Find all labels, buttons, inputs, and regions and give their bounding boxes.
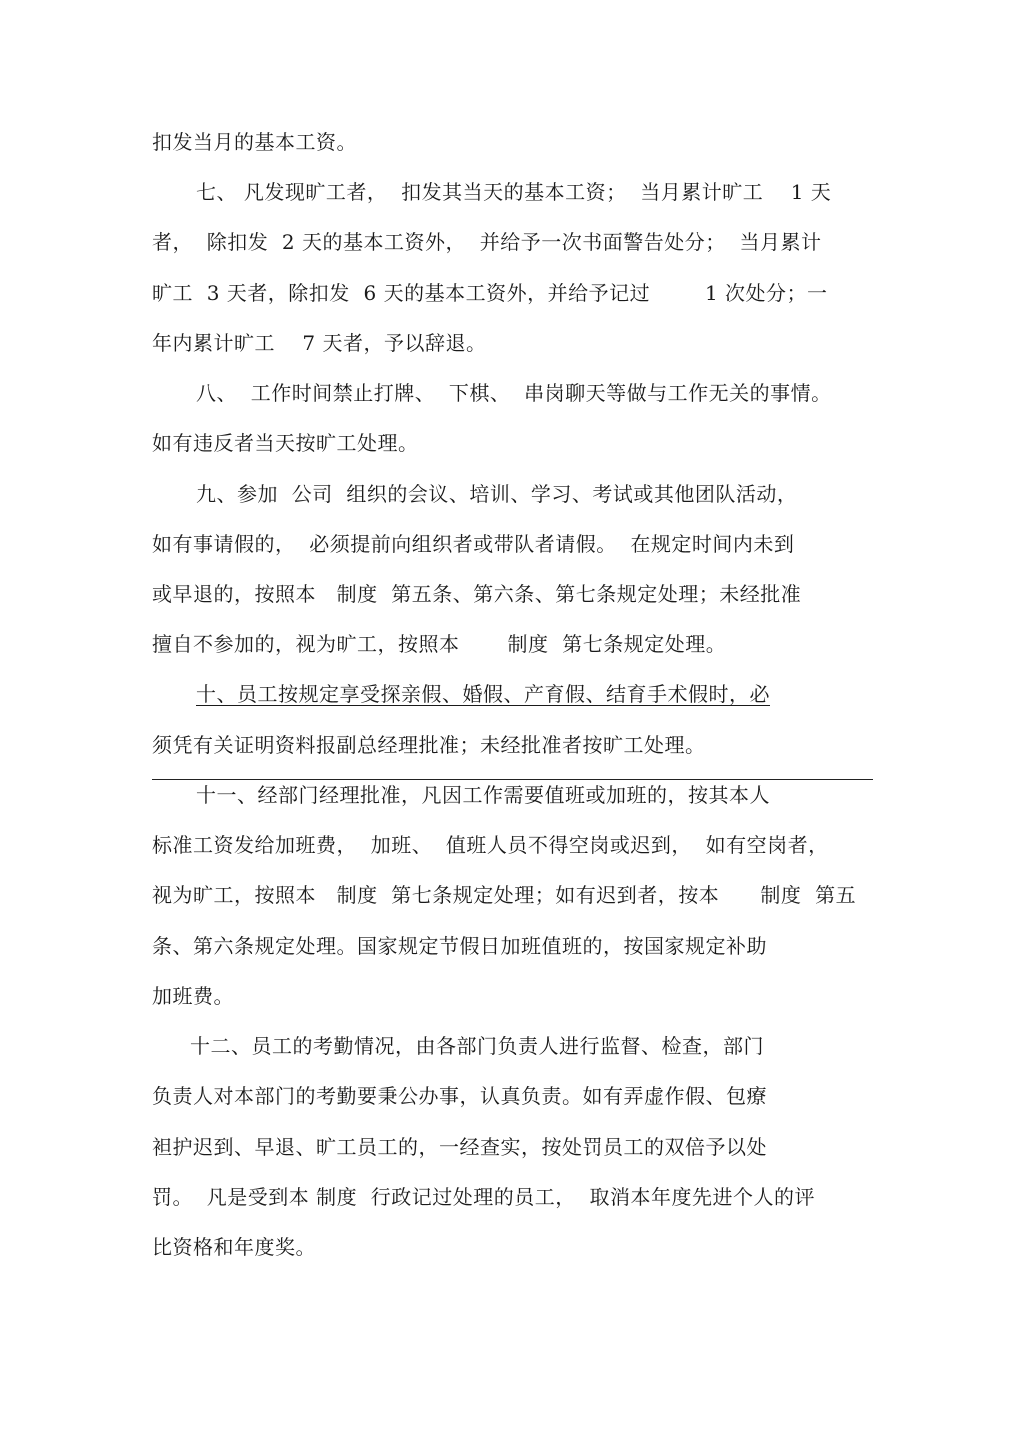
paragraph-line: 七、 凡发现旷工者， 扣发其当天的基本工资； 当月累计旷工 1 天 <box>196 180 832 204</box>
paragraph-line: 袒护迟到、早退、旷工员工的，一经查实，按处罚员工的双倍予以处 <box>152 1135 767 1159</box>
paragraph-line: 擅自不参加的，视为旷工，按照本 制度 第七条规定处理。 <box>152 632 727 656</box>
paragraph-line: 须凭有关证明资料报副总经理批准；未经批准者按旷工处理。 <box>152 733 706 757</box>
paragraph-line: 扣发当月的基本工资。 <box>152 130 357 154</box>
paragraph-line: 如有事请假的， 必须提前向组织者或带队者请假。 在规定时间内未到 <box>152 532 795 556</box>
paragraph-line: 负责人对本部门的考勤要秉公办事，认真负责。如有弄虚作假、包療 <box>152 1084 767 1108</box>
underlined-paragraph-line: 十、员工按规定享受探亲假、婚假、产育假、结育手术假时，必 <box>196 682 770 706</box>
paragraph-line: 条、第六条规定处理。国家规定节假日加班值班的，按国家规定补助 <box>152 934 767 958</box>
paragraph-line: 九、参加 公司 组织的会议、培训、学习、考试或其他团队活动， <box>196 482 798 506</box>
paragraph-line: 加班费。 <box>152 984 234 1008</box>
paragraph-line: 比资格和年度奖。 <box>152 1235 316 1259</box>
paragraph-line: 旷工 3 天者，除扣发 6 天的基本工资外，并给予记过 1 次处分；一 <box>152 281 828 305</box>
horizontal-rule <box>152 779 873 780</box>
paragraph-line: 或早退的，按照本 制度 第五条、第六条、第七条规定处理；未经批准 <box>152 582 802 606</box>
paragraph-line: 罚。 凡是受到本 制度 行政记过处理的员工， 取消本年度先进个人的评 <box>152 1185 816 1209</box>
paragraph-line: 年内累计旷工 7 天者，予以辞退。 <box>152 331 487 355</box>
paragraph-line: 十一、经部门经理批准，凡因工作需要值班或加班的，按其本人 <box>196 783 770 807</box>
paragraph-line: 标准工资发给加班费， 加班、 值班人员不得空岗或迟到， 如有空岗者， <box>152 833 829 857</box>
paragraph-line: 者， 除扣发 2 天的基本工资外， 并给予一次书面警告处分； 当月累计 <box>152 230 822 254</box>
paragraph-line: 十二、员工的考勤情况，由各部门负责人进行监督、检查，部门 <box>190 1034 764 1058</box>
paragraph-line: 视为旷工，按照本 制度 第七条规定处理；如有迟到者，按本 制度 第五 <box>152 883 857 907</box>
paragraph-line: 如有违反者当天按旷工处理。 <box>152 431 419 455</box>
paragraph-line: 八、 工作时间禁止打牌、 下棋、 串岗聊天等做与工作无关的事情。 <box>196 381 832 405</box>
